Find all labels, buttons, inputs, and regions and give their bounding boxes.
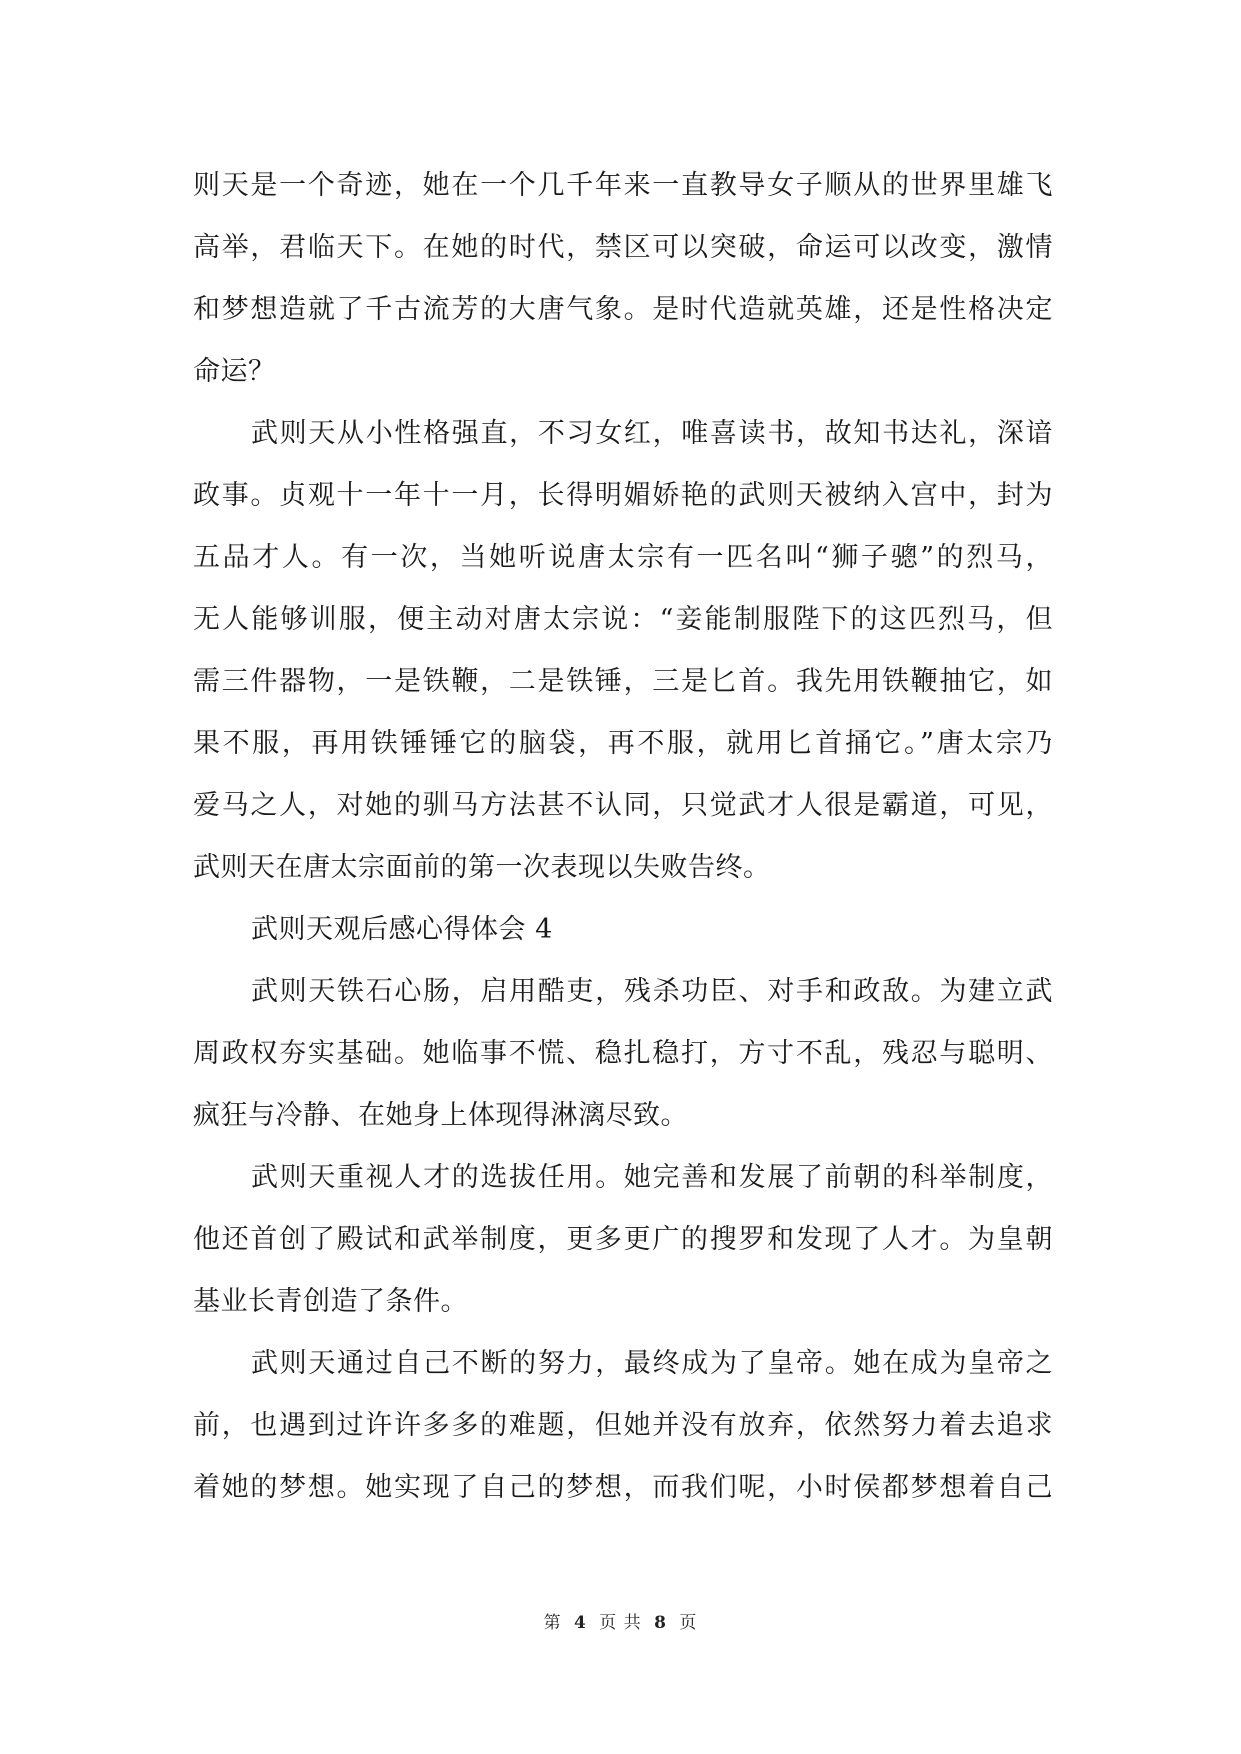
total-pages: 8 [654, 1613, 667, 1633]
text-line: 无人能够训服，便主动对唐太宗说：“妾能制服陛下的这匹烈马，但 [193, 604, 1053, 635]
text-line: 前，也遇到过许许多多的难题，但她并没有放弃，依然努力着去追求 [193, 1410, 1053, 1441]
footer-middle: 页 共 [599, 1613, 642, 1633]
text-line: 武则天铁石心肠，启用酷吏，残杀功臣、对手和政敌。为建立武 [251, 976, 1053, 1007]
text-line: 基业长青创造了条件。 [193, 1286, 468, 1317]
text-line: 武则天通过自己不断的努力，最终成为了皇帝。她在成为皇帝之 [251, 1348, 1053, 1379]
text-line: 武则天在唐太宗面前的第一次表现以失败告终。 [193, 852, 771, 883]
text-line: 果不服，再用铁锤锤它的脑袋，再不服，就用匕首捅它。”唐太宗乃 [193, 728, 1053, 759]
text-line: 则天是一个奇迹，她在一个几千年来一直教导女子顺从的世界里雄飞 [193, 170, 1053, 201]
text-line: 武则天从小性格强直，不习女红，唯喜读书，故知书达礼，深谙 [251, 418, 1053, 449]
text-line: 武则天重视人才的选拔任用。她完善和发展了前朝的科举制度， [251, 1162, 1053, 1193]
text-line: 命运？ [193, 356, 276, 387]
text-line: 爱马之人，对她的驯马方法甚不认同，只觉武才人很是霸道，可见， [193, 790, 1053, 821]
text-line: 周政权夯实基础。她临事不慌、稳扎稳打，方寸不乱，残忍与聪明、 [193, 1038, 1053, 1069]
page-footer [0, 1608, 1241, 1633]
document-body [193, 155, 1053, 1519]
text-line: 高举，君临天下。在她的时代，禁区可以突破，命运可以改变，激情 [193, 232, 1053, 263]
text-line: 政事。贞观十一年十一月，长得明媚娇艳的武则天被纳入宫中，封为 [193, 480, 1053, 511]
footer-suffix: 页 [679, 1613, 698, 1633]
text-line: 和梦想造就了千古流芳的大唐气象。是时代造就英雄，还是性格决定 [193, 294, 1053, 325]
text-line: 需三件器物，一是铁鞭，二是铁锤，三是匕首。我先用铁鞭抽它，如 [193, 666, 1053, 697]
page-number: 4 [574, 1613, 587, 1633]
text-line: 着她的梦想。她实现了自己的梦想，而我们呢，小时侯都梦想着自己 [193, 1472, 1053, 1503]
section-heading: 武则天观后感心得体会 4 [251, 914, 553, 945]
text-line: 他还首创了殿试和武举制度，更多更广的搜罗和发现了人才。为皇朝 [193, 1224, 1053, 1255]
footer-prefix: 第 [543, 1613, 562, 1633]
text-line: 五品才人。有一次，当她听说唐太宗有一匹名叫“狮子骢”的烈马， [193, 542, 1053, 573]
text-line: 疯狂与冷静、在她身上体现得淋漓尽致。 [193, 1100, 688, 1131]
